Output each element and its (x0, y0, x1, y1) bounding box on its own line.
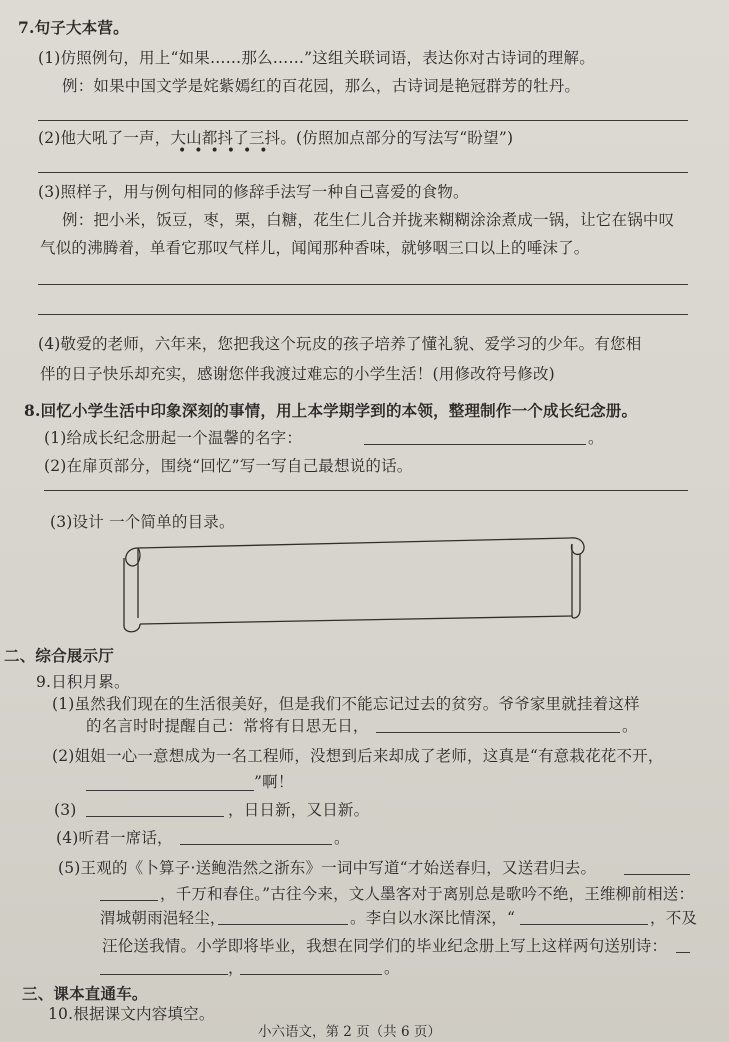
fill-blank[interactable] (240, 974, 382, 975)
q8-part1: (1)给成长纪念册起一个温馨的名字： (44, 429, 303, 447)
q9-part1-line1: (1)虽然我们现在的生活很美好，但是我们不能忘记过去的贫穷。爷爷家里就挂着这样 (52, 695, 640, 713)
punctuation: 。 (334, 829, 350, 847)
answer-line[interactable] (38, 120, 688, 121)
scroll-drawing-area[interactable] (110, 528, 600, 640)
q7-part1-example: 例：如果中国文学是姹紫嫣红的百花园，那么，古诗词是艳冠群芳的牡丹。 (62, 77, 581, 95)
q7-part4-line2: 伴的日子快乐却充实，感谢您伴我渡过难忘的小学生活！(用修改符号修改) (40, 365, 555, 383)
fill-blank[interactable] (218, 924, 348, 925)
q8-part3: (3)设计 一个简单的目录。 (50, 513, 235, 531)
q9-part2-line2: ”啊！ (254, 773, 294, 791)
emphasis-dots: •••••• (178, 143, 276, 159)
q9-part3-end: ，日日新，又日新。 (228, 801, 370, 819)
q9-part5-line3b: 。李白以水深比情深，“ (350, 909, 516, 927)
fill-blank[interactable] (520, 924, 648, 925)
q10-title: 10.根据课文内容填空。 (48, 1005, 215, 1023)
q7-part3-example-line2: 气似的沸腾着，单看它那叹气样儿，闻闻那种香味，就够咽三口以上的唾沫了。 (40, 239, 590, 257)
q7-part1: (1)仿照例句，用上“如果……那么……”这组关联词语，表达你对古诗词的理解。 (38, 49, 595, 67)
fill-blank[interactable] (676, 952, 690, 953)
answer-line[interactable] (44, 490, 688, 491)
answer-line[interactable] (38, 172, 688, 173)
q7-part3-example-line1: 例：把小米，饭豆，枣，栗，白糖，花生仁儿合并拢来糊糊涂涂煮成一锅，让它在锅中叹 (62, 211, 675, 229)
answer-line[interactable] (38, 284, 688, 285)
section-3-title: 三、课本直通车。 (22, 984, 148, 1003)
fill-blank[interactable] (100, 900, 158, 901)
q9-part2-line1: (2)姐姐一心一意想成为一名工程师，没想到后来却成了老师，这真是“有意栽花花不开， (52, 747, 664, 765)
punctuation: 。 (622, 717, 638, 735)
page-footer: 小六语文，第 2 页（共 6 页） (258, 1024, 441, 1040)
name-blank[interactable] (364, 444, 586, 445)
q9-part5-line3a: 渭城朝雨浥轻尘， (100, 909, 226, 927)
q9-part4: (4)听君一席话， (56, 829, 173, 847)
punctuation: 。 (588, 429, 604, 447)
punctuation: ， (228, 959, 244, 977)
q9-part5-line3c: ，不及 (650, 909, 698, 927)
fill-blank[interactable] (86, 816, 224, 817)
fill-blank[interactable] (180, 844, 332, 845)
fill-blank[interactable] (100, 974, 228, 975)
fill-blank[interactable] (86, 790, 254, 791)
q9-title: 9.日积月累。 (36, 673, 130, 691)
q9-part5-line2: ，千万和春住。”古往今来，文人墨客对于离别总是歌吟不绝，王维柳前相送： (160, 885, 695, 903)
q8-title: 8.回忆小学生活中印象深刻的事情，用上本学期学到的本领，整理制作一个成长纪念册。 (24, 401, 638, 420)
q8-part2: (2)在扉页部分，围绕“回忆”写一写自己最想说的话。 (44, 457, 413, 475)
q7-part4-line1: (4)敬爱的老师，六年来，您把我这个玩皮的孩子培养了懂礼貌、爱学习的少年。有您相 (38, 335, 642, 353)
fill-blank[interactable] (376, 732, 620, 733)
fill-blank[interactable] (624, 874, 690, 875)
q7-part3: (3)照样子，用与例句相同的修辞手法写一种自己喜爱的食物。 (38, 183, 469, 201)
answer-line[interactable] (38, 314, 688, 315)
q9-part3: (3) (54, 801, 77, 819)
punctuation: 。 (384, 959, 400, 977)
q9-part5-line4: 汪伦送我情。小学即将毕业，我想在同学们的毕业纪念册上写上这样两句送别诗： (102, 937, 668, 955)
q7-part2: (2)他大吼了一声，大山都抖了三抖。(仿照加点部分的写法写“盼望”) (38, 129, 514, 147)
q7-title: 7.句子大本营。 (18, 18, 129, 37)
section-2-title: 二、综合展示厅 (4, 646, 114, 665)
q9-part5-line1: (5)王观的《卜算子·送鲍浩然之浙东》一词中写道“才始送春归，又送君归去。 (58, 859, 597, 877)
q9-part1-line2: 的名言时时提醒自己：常将有日思无日， (86, 717, 369, 735)
